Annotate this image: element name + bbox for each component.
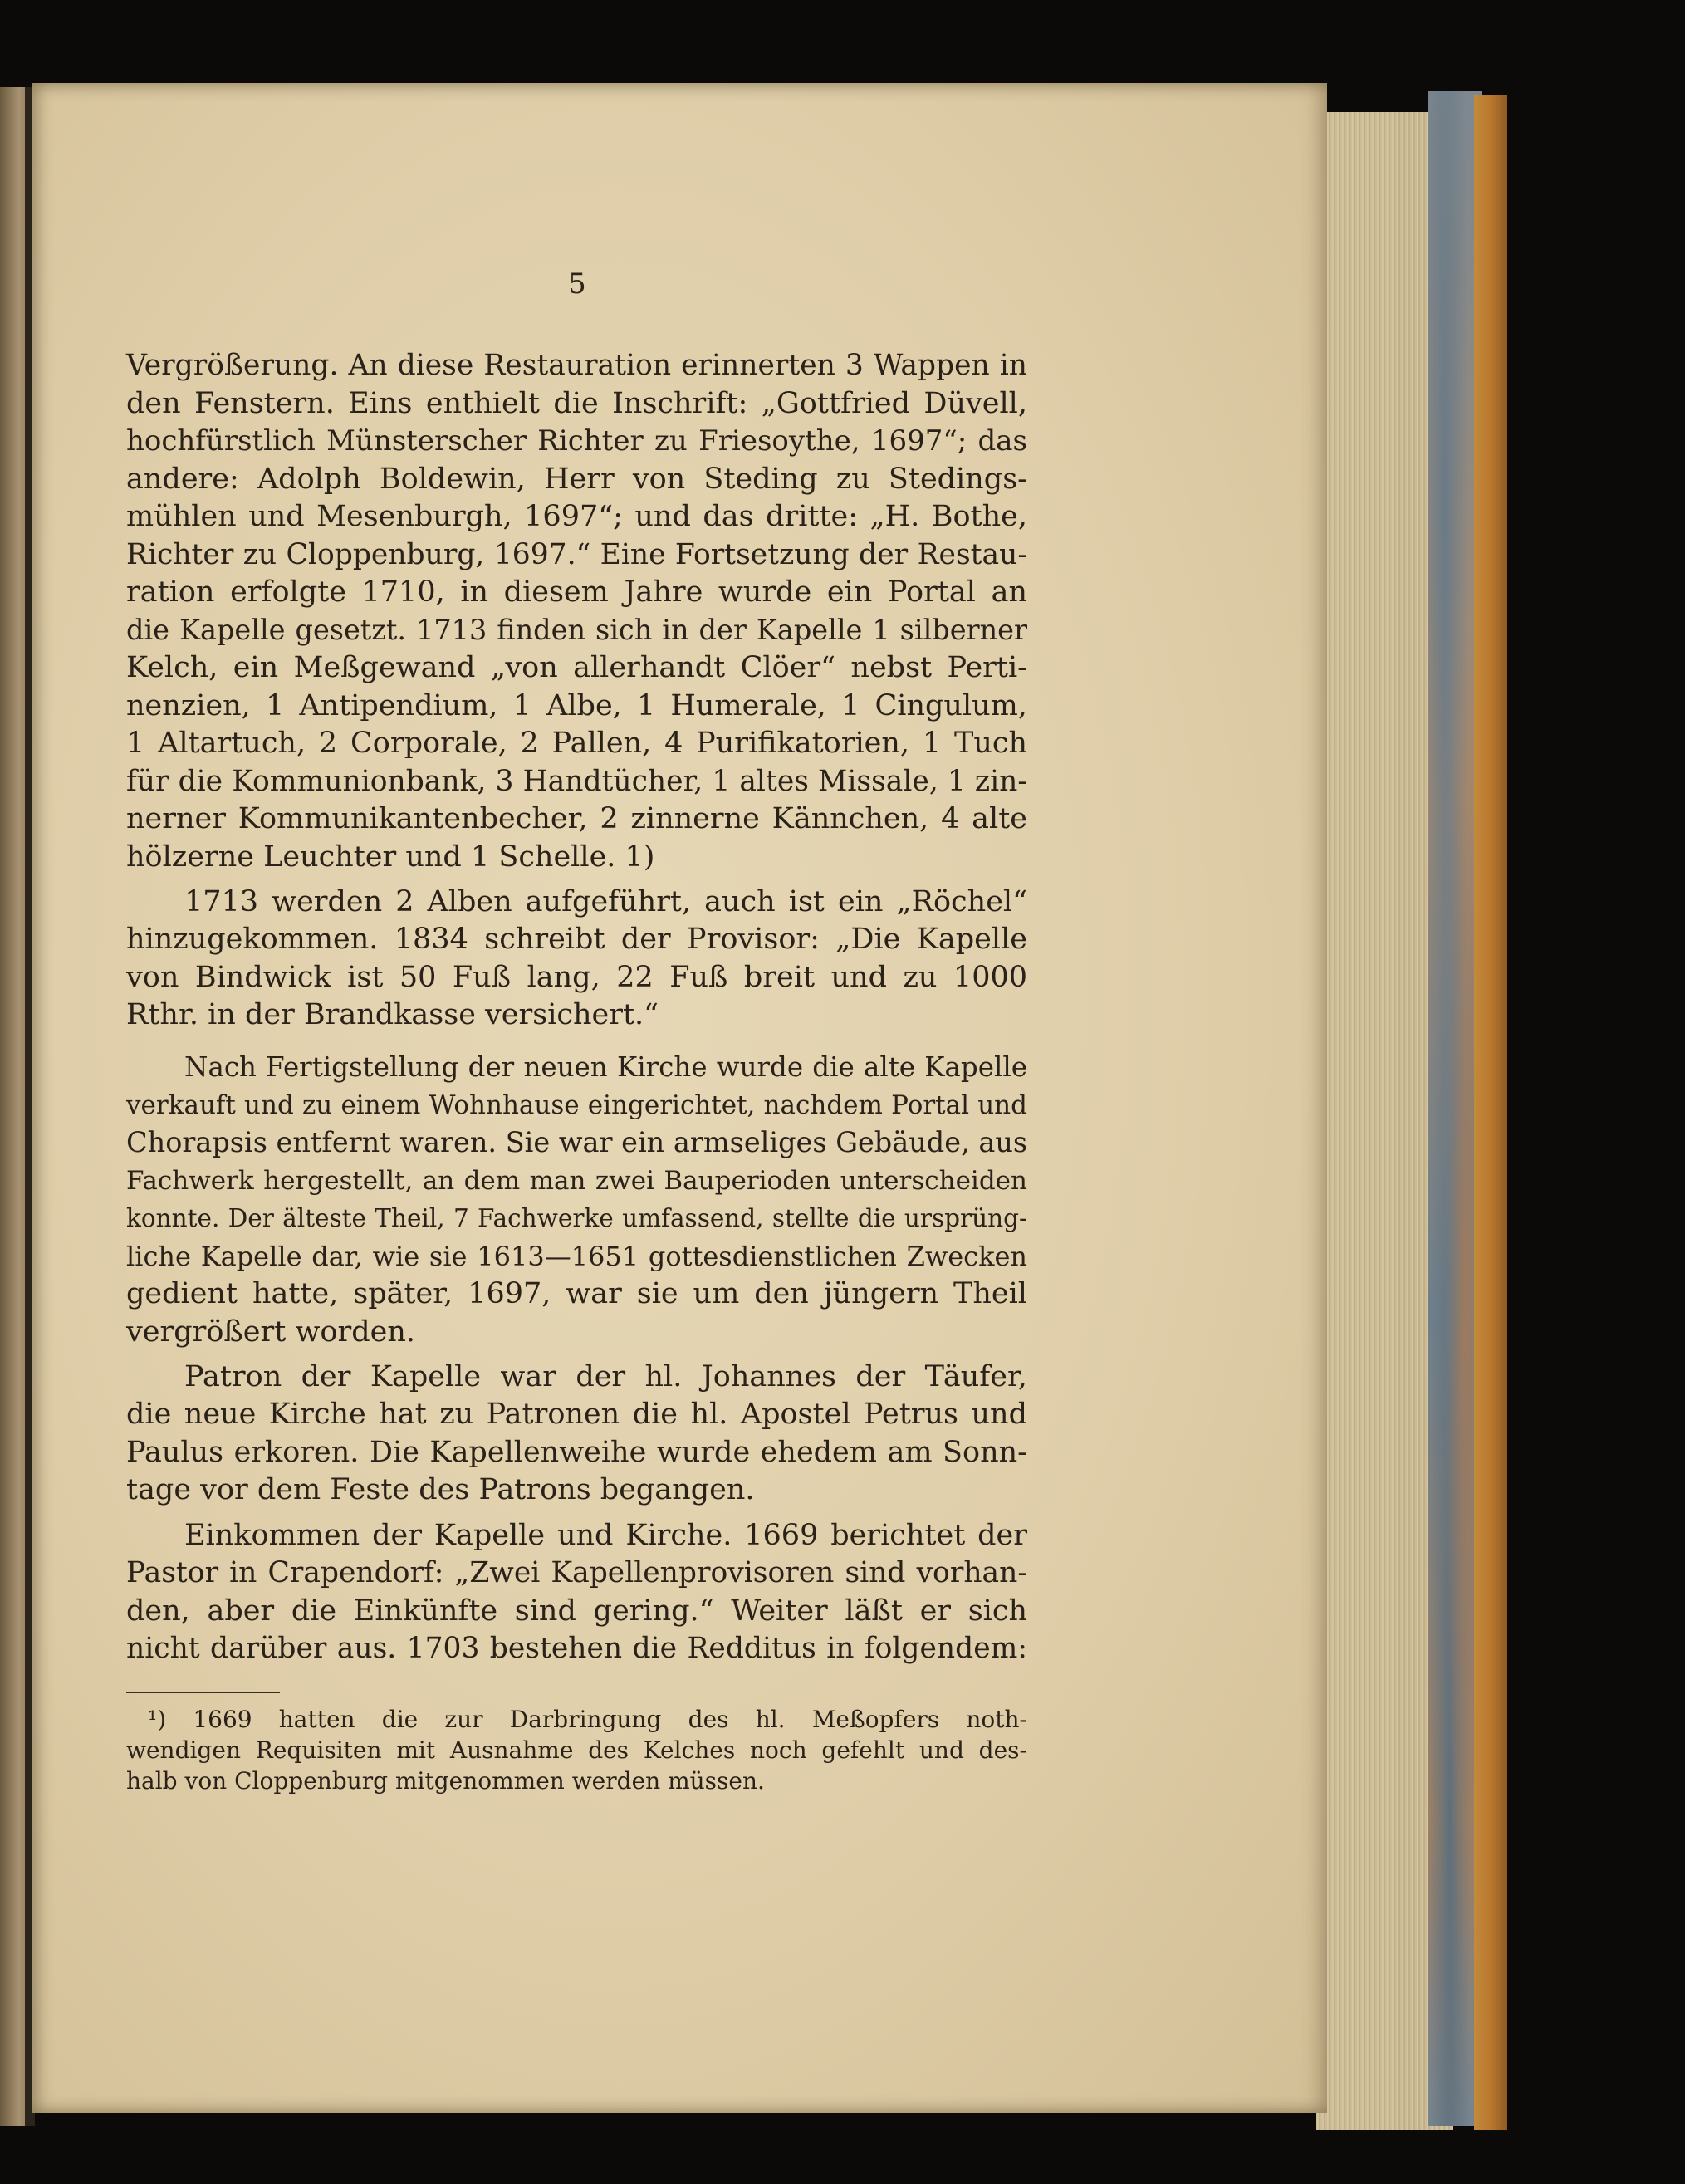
text-line: nenzien, 1 Antipendium, 1 Albe, 1 Humerale, 1 Cingulum, [126,689,1027,722]
text-line: 1713 werden 2 Alben aufgeführt, auch ist ein „Röchel“ [184,885,1027,918]
text-line: hinzugekommen. 1834 schreibt der Provisor: „Die Kapelle [126,923,1027,956]
text-line: gedient hatte, später, 1697, war sie um den jüngern Theil [126,1277,1027,1310]
text-line: nerner Kommunikantenbecher, 2 zinnerne Kännchen, 4 alte [126,802,1027,835]
text-line: für die Kommunionbank, 3 Handtücher, 1 altes Missale, 1 zin- [126,765,1027,798]
text-line: tage vor dem Feste des Patrons begangen. [126,1473,755,1506]
text-line: Chorapsis entfernt waren. Sie war ein armseliges Gebäude, aus [126,1126,1028,1158]
text-line: hölzerne Leuchter und 1 Schelle. 1) [126,840,655,874]
text-line: nicht darüber aus. 1703 bestehen die Redditus in folgendem: [126,1632,1027,1665]
text-line: Richter zu Cloppenburg, 1697.“ Eine Fortsetzung der Restau- [126,538,1027,571]
text-line: Vergrößerung. An diese Restauration erinnerten 3 Wappen in [126,349,1027,382]
text-line: von Bindwick ist 50 Fuß lang, 22 Fuß breit und zu 1000 [126,961,1027,994]
text-line: Fachwerk hergestellt, an dem man zwei Bauperioden unterscheiden [126,1166,1027,1196]
text-line: den Fenstern. Eins enthielt die Inschrift: „Gottfried Düvell, [126,387,1027,420]
text-line: mühlen und Mesenburgh, 1697“; und das dritte: „H. Bothe, [126,500,1027,533]
text-line: Pastor in Crapendorf: „Zwei Kapellenprovisoren sind vorhan- [126,1556,1027,1589]
text-line: vergrößert worden. [126,1315,415,1349]
footnote-line: ¹) 1669 hatten die zur Darbringung des hl. Meßopfers noth- [148,1706,1027,1733]
text-line: Einkommen der Kapelle und Kirche. 1669 berichtet der [184,1519,1027,1552]
text-line: hochfürstlich Münsterscher Richter zu Friesoythe, 1697“; das [126,424,1027,458]
text-line: Nach Fertigstellung der neuen Kirche wurde die alte Kapelle [184,1051,1027,1083]
text-line: Paulus erkoren. Die Kapellenweihe wurde ehedem am Sonn- [126,1436,1027,1469]
text-line: den, aber die Einkünfte sind gering.“ Weiter läßt er sich [126,1594,1027,1628]
footnote-line: wendigen Requisiten mit Ausnahme des Kelches noch gefehlt und des- [126,1736,1027,1764]
text-line: liche Kapelle dar, wie sie 1613—1651 gottesdienstlichen Zwecken [126,1241,1027,1272]
page-number: 5 [568,267,586,301]
text-line: ration erfolgte 1710, in diesem Jahre wurde ein Portal an [126,575,1027,609]
text-line: Kelch, ein Meßgewand „von allerhandt Clöer“ nebst Perti- [126,651,1027,684]
text-line: konnte. Der älteste Theil, 7 Fachwerke umfassend, stellte die ursprüng- [126,1204,1027,1232]
text-line: Rthr. in der Brandkasse versichert.“ [126,998,659,1031]
text-line: die neue Kirche hat zu Patronen die hl. Apostel Petrus und [126,1398,1027,1431]
text-line: die Kapelle gesetzt. 1713 finden sich in der Kapelle 1 silberner [126,614,1027,646]
book-cover-edge [1474,95,1507,2130]
text-line: verkauft und zu einem Wohnhause eingerichtet, nachdem Portal und [126,1090,1027,1120]
footnote-rule [126,1692,280,1693]
text-line: 1 Altartuch, 2 Corporale, 2 Pallen, 4 Purifikatorien, 1 Tuch [126,727,1027,760]
text-line: andere: Adolph Boldewin, Herr von Steding zu Stedings- [126,463,1027,496]
footnote-line: halb von Cloppenburg mitgenommen werden müssen. [126,1767,765,1795]
text-line: Patron der Kapelle war der hl. Johannes der Täufer, [184,1360,1027,1393]
